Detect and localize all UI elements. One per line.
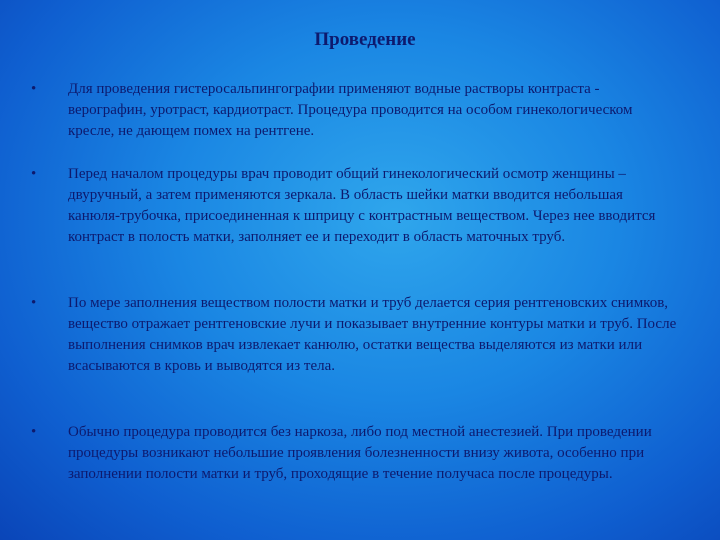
bullet-text: Для проведения гистеросальпингографии применяют водные растворы контраста - верографин, уротраст, кардиотраст. Процедура проводится на особом гинекологическом кресле, не дающем помех на рентгене.: [68, 81, 633, 139]
bullet-marker: •: [31, 81, 37, 97]
bullet-marker: •: [31, 295, 37, 311]
bullet-marker: •: [31, 424, 37, 440]
slide-title: Проведение: [314, 29, 416, 50]
bullet-text: По мере заполнения веществом полости матки и труб делается серия рентгеновских снимков, вещество отражает рентгеновские лучи и показывает внутренние контуры матки и труб. После выполнения снимков врач извлекает канюлю, остатки вещества выделяются из матки или всасываются в кровь и выводятся из тела.: [68, 295, 677, 374]
bullet-marker: •: [31, 166, 37, 182]
bullet-text: Обычно процедура проводится без наркоза, либо под местной анестезией. При проведении процедуры возникают небольшие проявления болезненности внизу живота, особенно при заполнении полости матки и труб, проходящие в течение получаса после процедуры.: [68, 424, 652, 482]
bullet-text: Перед началом процедуры врач проводит общий гинекологический осмотр женщины – двуручный, а затем применяются зеркала. В область шейки матки вводится небольшая канюля-трубочка, присоединенная к шприцу с контрастным веществом. Через нее вводится контраст в полость матки, заполняет ее и переходит в область маточных труб.: [68, 166, 656, 245]
